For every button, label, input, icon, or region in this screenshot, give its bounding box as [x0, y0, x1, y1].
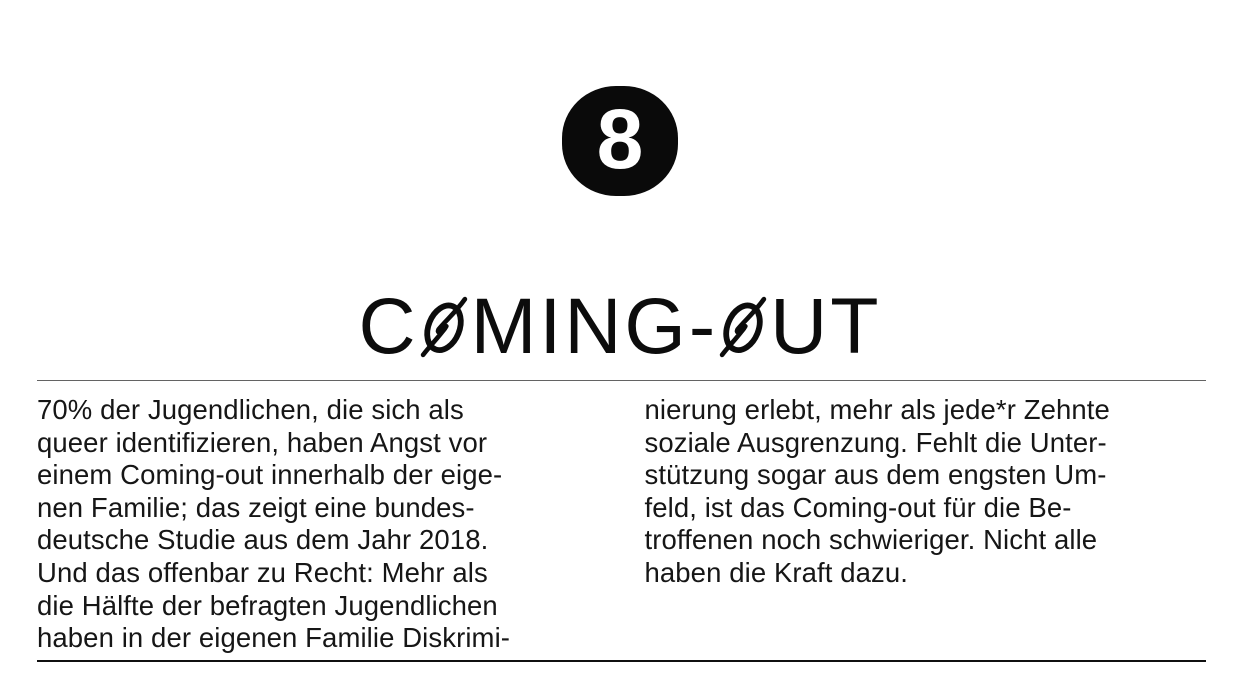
text-column-left: [37, 394, 599, 660]
text-column-right: [645, 394, 1207, 660]
text-line: nierung erlebt, mehr als jede*r Zehnte: [644, 394, 1110, 425]
text-line: haben in der eigenen Familie Diskrimi-: [37, 622, 511, 654]
text-line: 70% der Jugendlichen, die sich als: [37, 394, 464, 425]
title-segment: C: [358, 280, 419, 370]
stylized-o-icon: [719, 291, 767, 363]
text-line: feld, ist das Coming-out für die Be-: [644, 491, 1072, 523]
chapter-number: 8: [596, 92, 644, 186]
text-line: nen Familie; das zeigt eine bundes-: [37, 491, 475, 523]
text-columns: [37, 381, 1206, 660]
text-line: troffenen noch schwieriger. Nicht alle: [644, 524, 1098, 556]
title-segment: MING-: [470, 280, 719, 370]
article-body: [37, 380, 1206, 662]
title-segment: UT: [770, 280, 882, 370]
text-line: haben die Kraft dazu.: [644, 556, 909, 588]
text-line: soziale Ausgrenzung. Fehlt die Unter-: [644, 426, 1107, 458]
text-line: einem Coming-out innerhalb der eige-: [37, 459, 503, 491]
stylized-o-icon: [420, 291, 468, 363]
text-line: deutsche Studie aus dem Jahr 2018.: [37, 524, 489, 556]
text-line: die Hälfte der befragten Jugendlichen: [37, 589, 498, 621]
text-line: queer identifizieren, haben Angst vor: [37, 426, 488, 458]
text-line: stützung sogar aus dem engsten Um-: [644, 459, 1107, 491]
bottom-divider: [37, 660, 1206, 662]
text-line: Und das offenbar zu Recht: Mehr als: [37, 556, 488, 588]
page-title: [0, 280, 1240, 370]
chapter-number-badge: [562, 86, 678, 196]
